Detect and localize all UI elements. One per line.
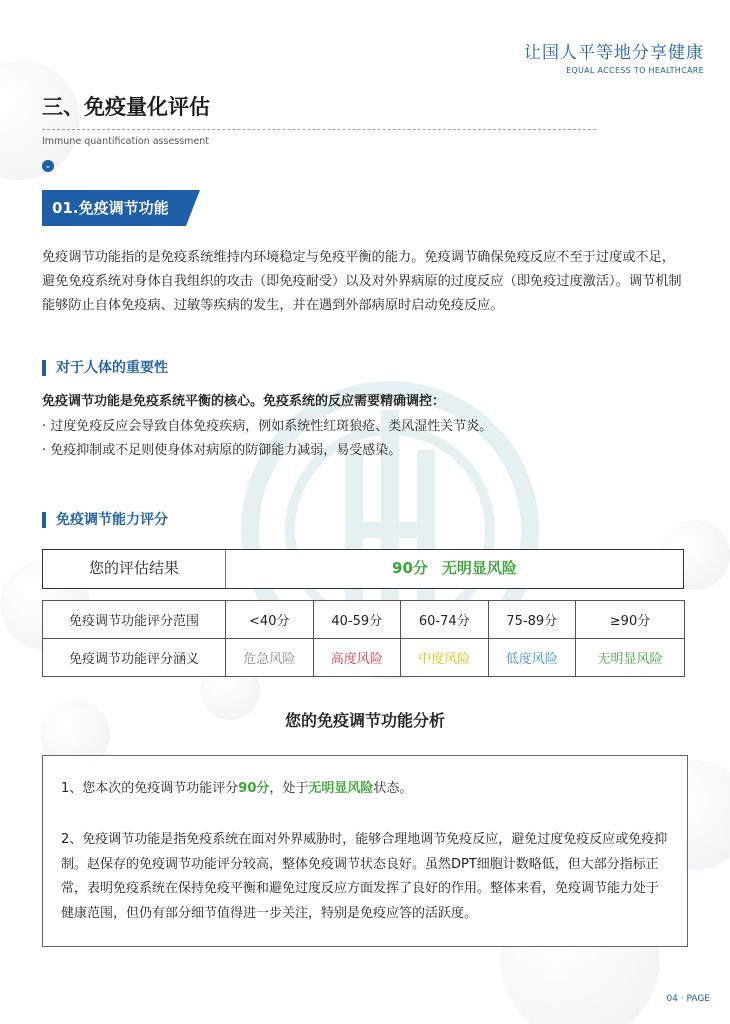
score-heading-text: 免疫调节能力评分: [56, 512, 168, 528]
analysis-title: 您的免疫调节功能分析: [284, 711, 445, 730]
heading-bar: [42, 360, 46, 376]
analysis-score: 90分: [238, 781, 270, 796]
range-cell: 60-74分: [401, 601, 489, 639]
row-header: 免疫调节功能评分范围: [43, 601, 226, 639]
row-header: 免疫调节功能评分涵义: [43, 639, 226, 677]
table-row: [43, 639, 685, 677]
analysis-point-1: [61, 778, 412, 800]
title-divider: [42, 129, 596, 130]
result-label: 您的评估结果: [43, 550, 226, 588]
result-level: 无明显风险: [441, 559, 517, 577]
meaning-cell: 低度风险: [488, 639, 576, 677]
result-score: 90分: [392, 559, 428, 577]
meaning-cell: 高度风险: [313, 639, 401, 677]
meaning-cell: 中度风险: [401, 639, 489, 677]
result-value: [226, 550, 683, 588]
importance-heading-text: 对于人体的重要性: [56, 360, 168, 376]
analysis-level: 无明显风险: [308, 781, 374, 796]
range-cell: 40-59分: [313, 601, 401, 639]
banner-title: 01.免疫调节功能: [52, 199, 169, 217]
brand: [524, 42, 704, 77]
chevron-down-icon: ⌄: [42, 160, 54, 172]
analysis-text: 1、您本次的免疫调节功能评分: [61, 781, 239, 796]
range-cell: <40分: [226, 601, 314, 639]
score-table: [42, 600, 685, 677]
analysis-point-2: 2、免疫调节功能是指免疫系统在面对外界威胁时，能够合理地调节免疫反应，避免过度免疫反应或免疫抑制。赵保存的免疫调节功能评分较高，整体免疫调节状态良好。虽然DPT细胞计数略低，但大部分指标正常，表明免疫系统在保持免疫平衡和避免过度反应方面发挥了良好的作用。整体来看，免疫调节能力处于健康范围，但仍有部分细节值得进一步关注，特别是免疫应答的活跃度。: [61, 832, 668, 921]
analysis-box: [42, 755, 688, 947]
meaning-cell: 无明显风险: [576, 639, 685, 677]
brand-slogan: 让国人平等地分享健康: [524, 43, 704, 63]
importance-lead: 免疫调节功能是免疫系统平衡的核心。免疫系统的反应需要精确调控：: [42, 394, 446, 409]
meaning-cell: 危急风险: [226, 639, 314, 677]
table-row: [43, 601, 685, 639]
intro-paragraph: 免疫调节功能指的是免疫系统维持内环境稳定与免疫平衡的能力。免疫调节确保免疫反应不至于过度或不足，避免免疫系统对身体自我组织的攻击（即免疫耐受）以及对外界病原的过度反应（即免疫过度激活）。调节机制能够防止自体免疫病、过敏等疾病的发生，并在遇到外部病原时启动免疫反应。: [42, 250, 682, 313]
analysis-text: 状态。: [373, 781, 413, 796]
page-number: 04 · PAGE: [666, 994, 710, 1004]
list-item: · 免疫抑制或不足则使身体对病原的防御能力减弱，易受感染。: [42, 443, 402, 458]
range-cell: 75-89分: [488, 601, 576, 639]
result-box: [42, 549, 684, 589]
section-subtitle: Immune quantification assessment: [42, 136, 210, 147]
brand-slogan-en: EQUAL ACCESS TO HEALTHCARE: [566, 66, 704, 75]
range-cell: ≥90分: [576, 601, 685, 639]
section-title: 三、免疫量化评估: [42, 95, 210, 119]
list-item: · 过度免疫反应会导致自体免疫疾病，例如系统性红斑狼疮、类风湿性关节炎。: [42, 419, 493, 434]
heading-bar: [42, 512, 46, 528]
analysis-text: ，处于: [269, 781, 309, 796]
